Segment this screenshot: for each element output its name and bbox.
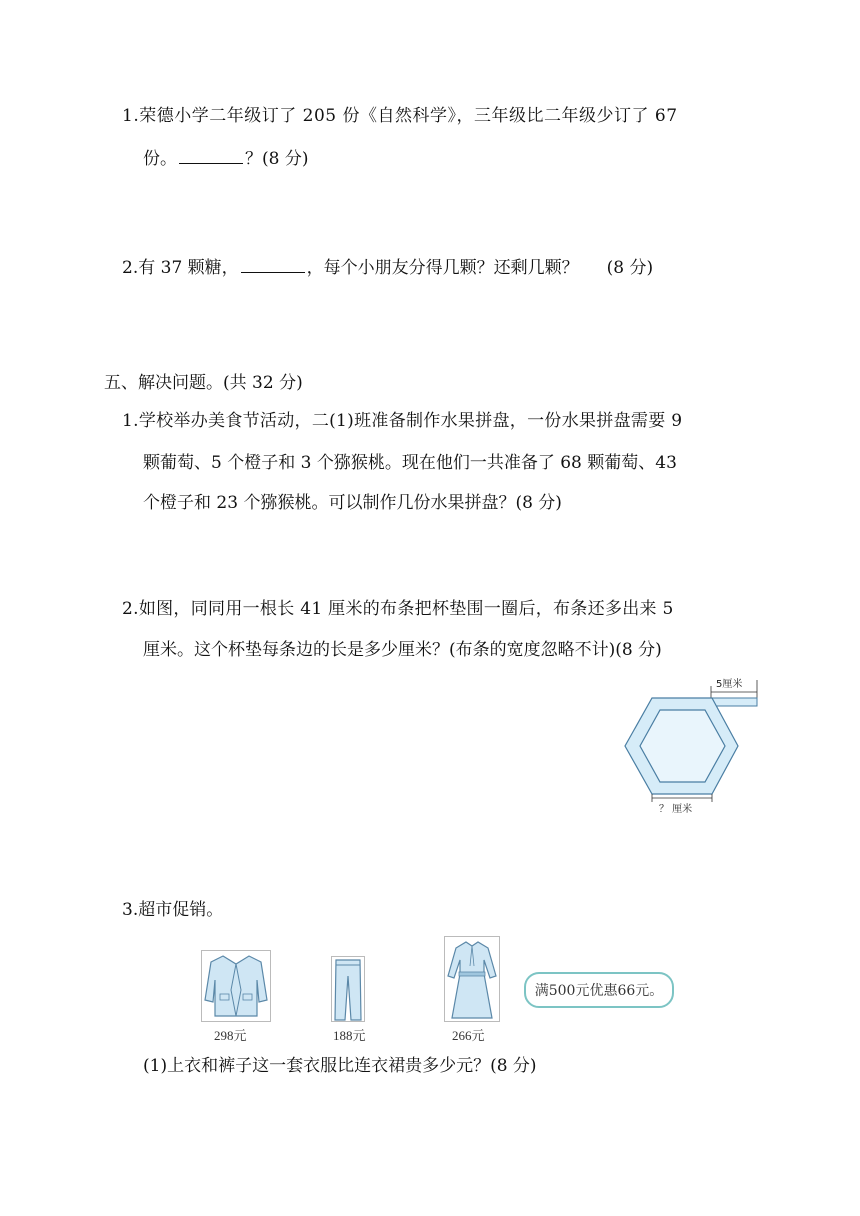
coaster-figure [615,674,765,818]
pants-icon [331,956,365,1022]
extra-length-label: 5厘米 [716,679,743,690]
jacket-price: 298元 [214,1028,247,1043]
problem-3-subquestion-1: (1)上衣和裤子这一套衣服比连衣裙贵多少元？(8 分) [143,1056,537,1076]
problem-3-line-1: 3.超市促销。 [122,900,224,920]
jacket-icon [201,950,271,1022]
problem-1-line-2: 颗葡萄、5 个橙子和 3 个猕猴桃。现在他们一共准备了 68 颗葡萄、43 [143,453,677,473]
promo-text: 满500元优惠66元。 [534,983,664,999]
question-1-line-2 [143,145,308,171]
question-2-line [122,254,653,280]
promo-bubble [523,970,675,1010]
question-2-text: ，每个小朋友分得几颗？还剩几颗？ [306,258,579,278]
question-1-suffix: ？(8 分) [245,149,309,169]
problem-1-line-3: 个橙子和 23 个猕猴桃。可以制作几份水果拼盘？(8 分) [143,493,562,513]
answer-blank[interactable] [241,254,305,273]
question-2-prefix: 2.有 37 颗糖， [122,258,239,278]
question-1-prefix: 份。 [143,149,177,169]
dress-icon [444,936,500,1022]
dress-price: 266元 [452,1028,485,1043]
question-1-line-1: 1.荣德小学二年级订了 205 份《自然科学》，三年级比二年级少订了 67 [122,106,678,126]
section-5-heading: 五、解决问题。(共 32 分) [104,373,303,393]
answer-blank[interactable] [179,145,243,164]
problem-1-line-1: 1.学校举办美食节活动，二(1)班准备制作水果拼盘，一份水果拼盘需要 9 [122,411,683,431]
problem-2-line-1: 2.如图，同同用一根长 41 厘米的布条把杯垫围一圈后，布条还多出来 5 [122,599,674,619]
pants-price: 188元 [333,1028,366,1043]
question-2-score: (8 分) [606,258,654,278]
side-length-label: ？ 厘米 [659,804,693,815]
problem-2-line-2: 厘米。这个杯垫每条边的长是多少厘米？(布条的宽度忽略不计)(8 分) [143,640,662,660]
